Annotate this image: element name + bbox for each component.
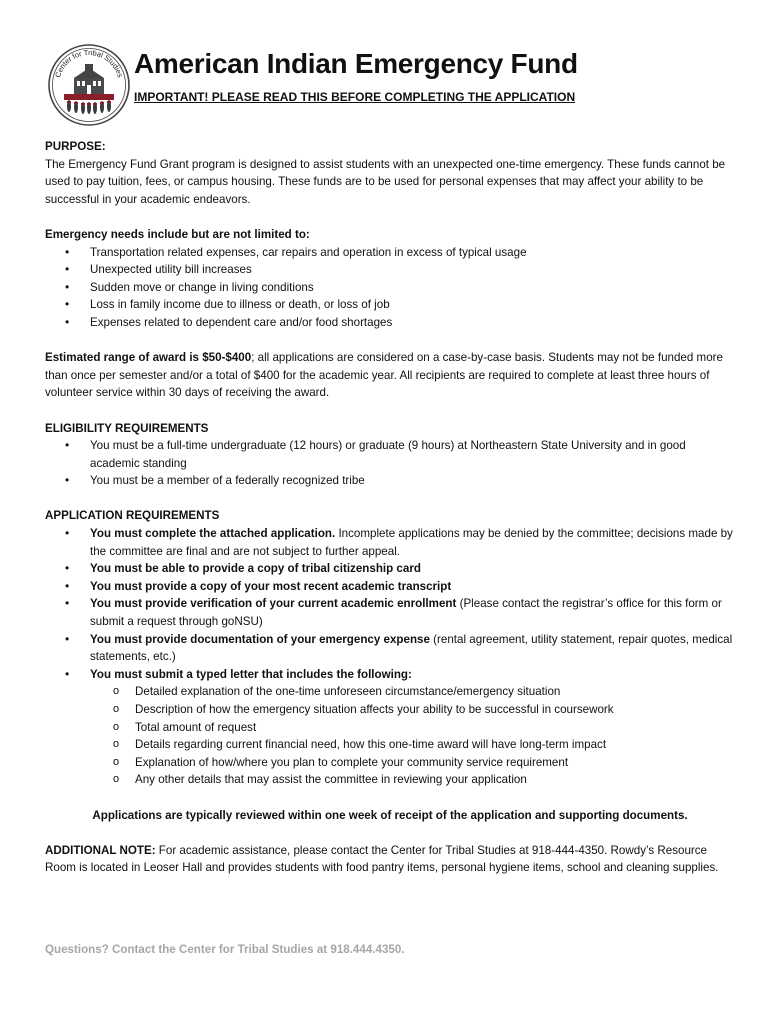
seal-arc-text: Center for Tribal Studies (53, 47, 125, 79)
list-item: • You must complete the attached application. Incomplete applications may be denied by the committee; decisions made by the committee are final and are not subject to further appeal. (45, 525, 735, 560)
application-list (45, 525, 735, 789)
purpose-heading: PURPOSE: (45, 140, 106, 153)
additional-note: ADDITIONAL NOTE: For academic assistance, please contact the Center for Tribal Studies at 918-444-4350. Rowdy’s Resource Room is located in Leoser Hall and provides students with food pantry items, personal hygiene items, school and cleaning supplies. (45, 843, 719, 875)
award-paragraph (45, 349, 735, 402)
purpose-text: The Emergency Fund Grant program is designed to assist students with an unexpected one-time emergency. These funds cannot be used to pay tuition, fees, or campus housing. These funds are to be used for personal expenses that may affect your ability to be successful in your academic endeavors. (45, 157, 726, 206)
list-item: • Expenses related to dependent care and/or food shortages (45, 314, 735, 332)
sub-list-item: o Explanation of how/where you plan to complete your community service requirement (90, 754, 735, 772)
page-title: American Indian Emergency Fund (134, 48, 578, 79)
list-item: • You must provide a copy of your most recent academic transcript (45, 578, 735, 596)
award-range: Estimated range of award is $50-$400 (45, 351, 252, 365)
list-item: • You must be a full-time undergraduate (12 hours) or graduate (9 hours) at Northeastern State University and in good academic standing (45, 437, 735, 472)
review-note: Applications are typically reviewed within one week of receipt of the application and supporting documents. (92, 808, 688, 822)
list-item: • You must provide documentation of your emergency expense (rental agreement, utility statement, repair quotes, medical statements, etc.) (45, 631, 735, 666)
list-item: • You must provide verification of your current academic enrollment (Please contact the registrar’s office for this form or submit a request through goNSU) (45, 595, 735, 630)
list-item: • You must be able to provide a copy of tribal citizenship card (45, 560, 735, 578)
center-for-tribal-studies-seal-icon (48, 44, 130, 126)
eligibility-list (45, 437, 735, 490)
sub-list-item: o Description of how the emergency situation affects your ability to be successful in coursework (90, 701, 735, 719)
letter-requirements-list (90, 683, 735, 789)
award-text: ; all applications are considered on a case-by-case basis. Students may not be funded more than once per semester and/or a total of $400 for the academic year. All recipients are required to complete at least three hours of volunteer service within 30 days of receiving the award. (45, 351, 723, 400)
footer-contact: Questions? Contact the Center for Tribal Studies at 918.444.4350. (45, 943, 405, 956)
sub-list-item: o Details regarding current financial need, how this one-time award will have long-term impact (90, 736, 735, 754)
list-item: • Loss in family income due to illness or death, or loss of job (45, 296, 735, 314)
document-body (45, 138, 735, 877)
list-item: • Transportation related expenses, car repairs and operation in excess of typical usage (45, 244, 735, 262)
application-heading: APPLICATION REQUIREMENTS (45, 509, 220, 523)
sub-list-item: o Total amount of request (90, 719, 735, 737)
needs-heading: Emergency needs include but are not limited to: (45, 227, 310, 241)
list-item: • You must submit a typed letter that includes the following: o Detailed explanation of the one-time unforeseen circumstance/emergency situation o Description of how the emergency situation affects your ability to be successful in coursework o Total amount of request o Details regarding current financial need, how this one-time award will have long-term impact o Explanation of how/where you plan to complete your community service requirement o Any other details that may assist the committee in reviewing your application (45, 666, 735, 789)
list-item: • You must be a member of a federally recognized tribe (45, 472, 735, 490)
list-item: • Sudden move or change in living conditions (45, 279, 735, 297)
list-item: • Unexpected utility bill increases (45, 261, 735, 279)
eligibility-heading: ELIGIBILITY REQUIREMENTS (45, 421, 209, 435)
page-subtitle: IMPORTANT! PLEASE READ THIS BEFORE COMPLETING THE APPLICATION (134, 90, 576, 104)
sub-list-item: o Detailed explanation of the one-time unforeseen circumstance/emergency situation (90, 683, 735, 701)
sub-list-item: o Any other details that may assist the committee in reviewing your application (90, 771, 735, 789)
needs-list (45, 244, 735, 332)
